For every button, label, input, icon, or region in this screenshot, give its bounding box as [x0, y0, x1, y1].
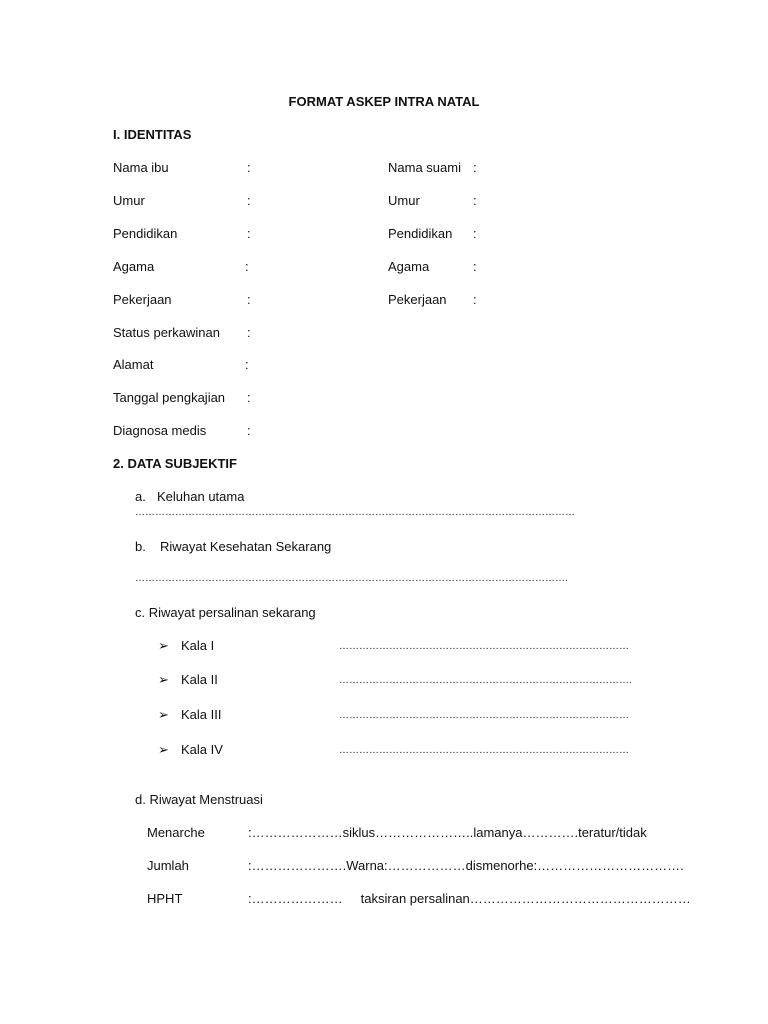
section-heading-data-subjektif: 2. DATA SUBJEKTIF: [113, 456, 237, 471]
field-colon: :: [247, 226, 251, 241]
jumlah-label: Jumlah: [147, 858, 189, 873]
kala-dotted-line: ……………………………………………………………………………: [339, 710, 629, 721]
field-label-tanggal-pengkajian: Tanggal pengkajian: [113, 390, 226, 405]
field-label-agama-suami: Agama: [388, 259, 430, 274]
field-label-diagnosa-medis: Diagnosa medis: [113, 423, 207, 438]
jumlah-value: :………………….Warna:………………dismenorhe:…………………………….: [248, 858, 684, 873]
field-colon: :: [473, 259, 477, 274]
field-label-pekerjaan: Pekerjaan: [113, 292, 172, 307]
hpht-value: :………………… taksiran persalinan……………………………………………: [248, 891, 691, 906]
field-colon: :: [247, 193, 251, 208]
riwayat-persalinan-label: c. Riwayat persalinan sekarang: [135, 605, 316, 620]
arrow-bullet-icon: ➢: [158, 707, 169, 722]
kala-label: Kala II: [181, 672, 218, 687]
arrow-bullet-icon: ➢: [158, 672, 169, 687]
hpht-label: HPHT: [147, 891, 183, 906]
list-marker-b: b.: [135, 539, 146, 554]
field-colon: :: [247, 292, 251, 307]
menarche-value: :…………………siklus…………………..lamanya………….teratur/tidak: [248, 825, 647, 840]
field-colon: :: [473, 160, 477, 175]
field-colon: :: [245, 259, 249, 274]
field-label-umur-suami: Umur: [388, 193, 420, 208]
list-marker-a: a.: [135, 489, 146, 504]
field-colon: :: [473, 292, 477, 307]
field-colon: :: [247, 325, 251, 340]
keluhan-utama-dotted-line: ……………………………………………………………………………………………………………………: [135, 507, 575, 518]
field-colon: :: [247, 390, 251, 405]
arrow-bullet-icon: ➢: [158, 742, 169, 757]
menarche-label: Menarche: [147, 825, 205, 840]
kala-label: Kala I: [181, 638, 215, 653]
kala-label: Kala III: [181, 707, 222, 722]
section-heading-identitas: I. IDENTITAS: [113, 127, 192, 142]
kala-label: Kala IV: [181, 742, 223, 757]
page-title: FORMAT ASKEP INTRA NATAL: [288, 94, 480, 109]
field-label-nama-suami: Nama suami: [388, 160, 461, 175]
field-label-status-perkawinan: Status perkawinan: [113, 325, 220, 340]
arrow-bullet-icon: ➢: [158, 638, 169, 653]
field-label-pendidikan-suami: Pendidikan: [388, 226, 453, 241]
keluhan-utama-label: Keluhan utama: [157, 489, 245, 504]
field-label-nama-ibu: Nama ibu: [113, 160, 169, 175]
kala-dotted-line: ……………………………………………………………………………: [339, 745, 629, 756]
riwayat-kesehatan-dotted-line: ………………………………………………………………………………………………………………….: [135, 573, 568, 584]
riwayat-menstruasi-label: d. Riwayat Menstruasi: [135, 792, 263, 807]
field-colon: :: [473, 226, 477, 241]
field-label-umur: Umur: [113, 193, 145, 208]
field-colon: :: [247, 160, 251, 175]
field-label-pendidikan: Pendidikan: [113, 226, 178, 241]
field-label-alamat: Alamat: [113, 357, 154, 372]
field-colon: :: [245, 357, 249, 372]
riwayat-kesehatan-label: Riwayat Kesehatan Sekarang: [160, 539, 332, 554]
kala-dotted-line: …………………………………………………………………………….: [339, 675, 632, 686]
field-label-agama: Agama: [113, 259, 155, 274]
field-colon: :: [247, 423, 251, 438]
kala-dotted-line: ……………………………………………………………………………: [339, 641, 629, 652]
field-label-pekerjaan-suami: Pekerjaan: [388, 292, 447, 307]
field-colon: :: [473, 193, 477, 208]
